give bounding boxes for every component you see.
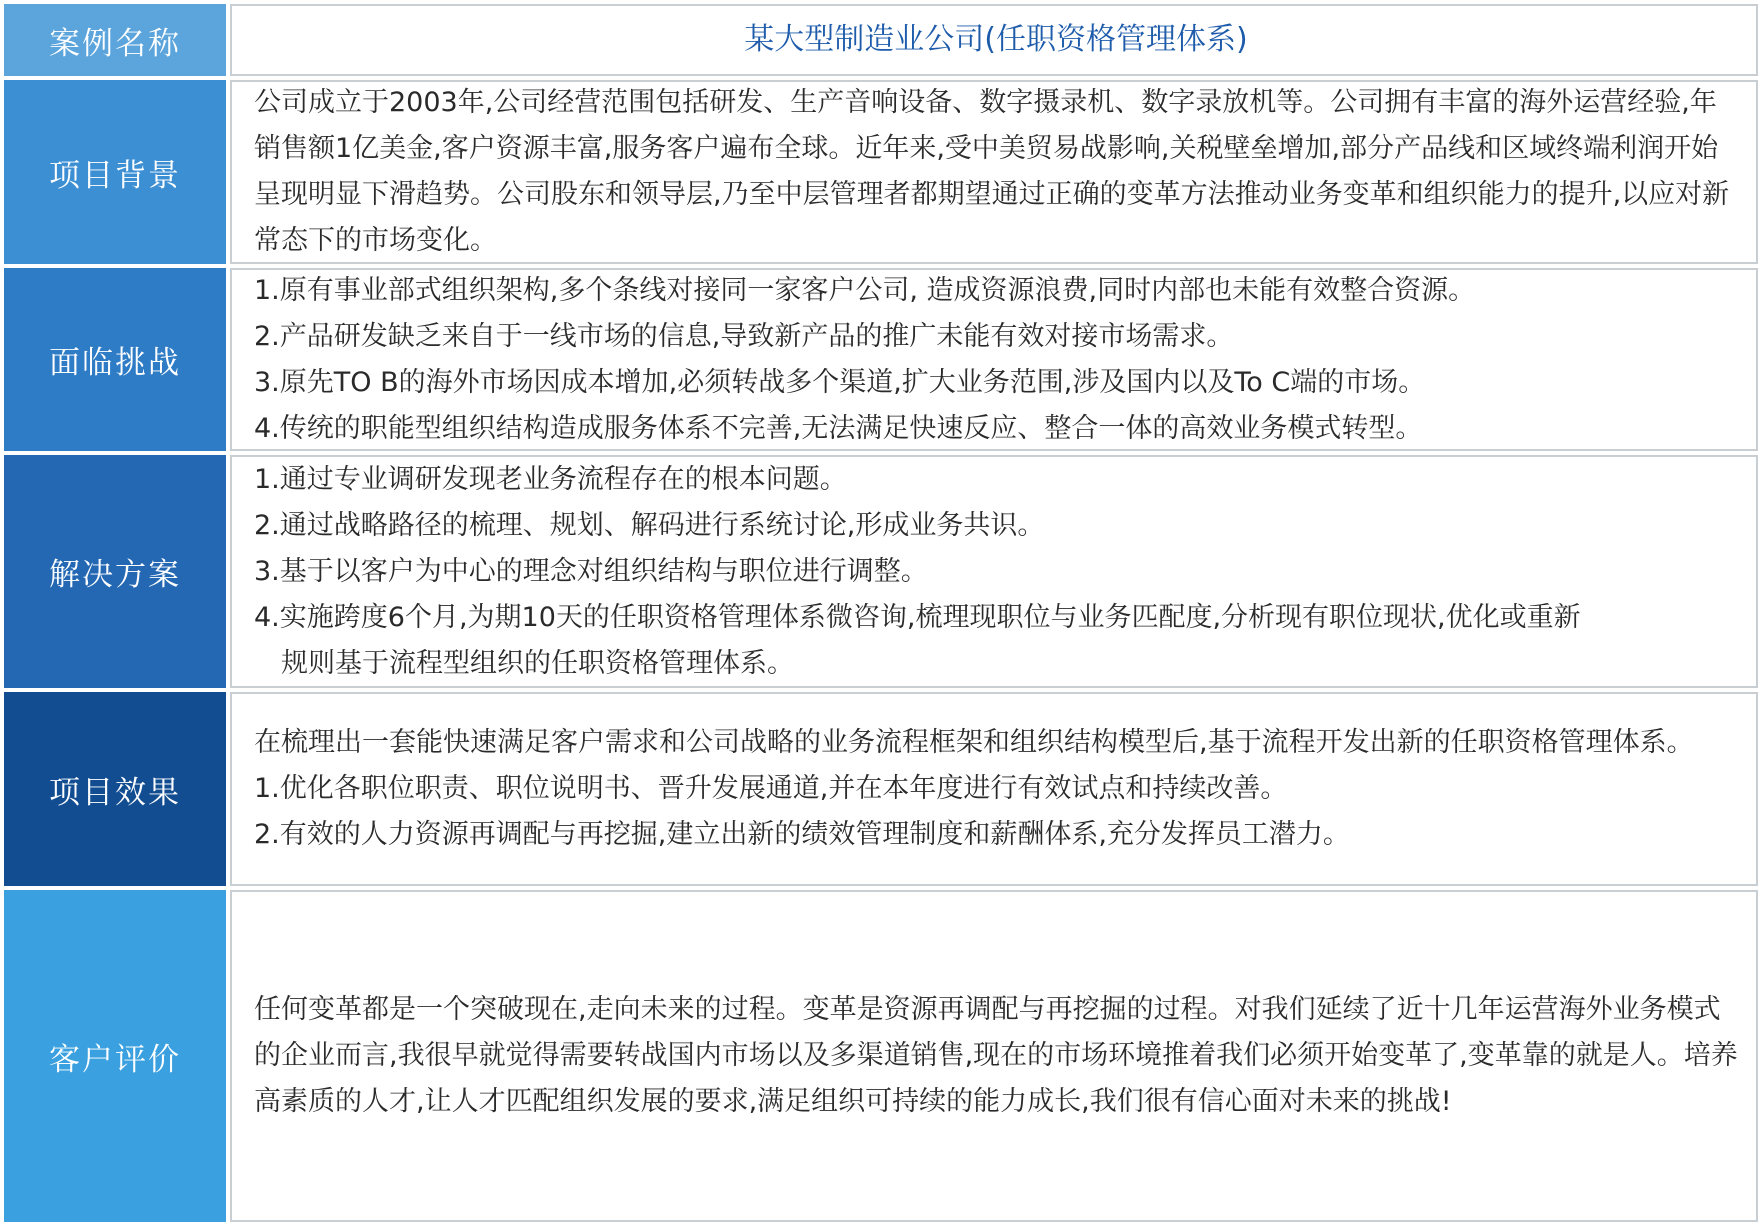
paragraph: 在梳理出一套能快速满足客户需求和公司战略的业务流程框架和组织结构模型后,基于流程开发出新的任职资格管理体系。 (254, 727, 1694, 758)
row-content-background (230, 80, 1758, 264)
case-table (4, 4, 1758, 1222)
table-row-background (4, 80, 1758, 264)
row-label-background: 项目背景 (4, 80, 226, 264)
table-row-solution (4, 455, 1758, 688)
list-item: 1.通过专业调研发现老业务流程存在的根本问题。 (254, 463, 847, 495)
row-content-results (230, 692, 1758, 886)
table-row-challenges (4, 268, 1758, 451)
list-item: 3.原先TO B的海外市场因成本增加,必须转战多个渠道,扩大业务范围,涉及国内以及To C端的市场。 (254, 366, 1426, 398)
list-item: 4.实施跨度6个月,为期10天的任职资格管理体系微咨询,梳理现职位与业务匹配度,分析现有职位现状,优化或重新 (254, 601, 1581, 633)
row-label-challenges: 面临挑战 (4, 268, 226, 451)
paragraph: 任何变革都是一个突破现在,走向未来的过程。变革是资源再调配与再挖掘的过程。对我们延续了近十几年运营海外业务模式的企业而言,我很早就觉得需要转战国内市场以及多渠道销售,现在的市场环境推着我们必须开始变革了,变革靠的就是人。培养高素质的人才,让人才匹配组织发展的要求,满足组织可持续的能力成长,我们很有信心面对未来的挑战! (254, 994, 1738, 1117)
list-item: 2.通过战略路径的梳理、规划、解码进行系统讨论,形成业务共识。 (254, 509, 1045, 541)
case-title: 某大型制造业公司(任职资格管理体系) (230, 4, 1758, 76)
list-item: 2.产品研发缺乏来自于一线市场的信息,导致新产品的推广未能有效对接市场需求。 (254, 320, 1234, 352)
row-content-challenges (230, 268, 1758, 451)
case-name-label: 案例名称 (4, 4, 226, 76)
row-content-review (230, 890, 1758, 1222)
header-row (4, 4, 1758, 76)
row-label-results: 项目效果 (4, 692, 226, 886)
list-item-continuation: 规则基于流程型组织的任职资格管理体系。 (281, 647, 794, 679)
table-row-results (4, 692, 1758, 886)
row-label-review: 客户评价 (4, 890, 226, 1222)
list-item: 4.传统的职能型组织结构造成服务体系不完善,无法满足快速反应、整合一体的高效业务模式转型。 (254, 412, 1423, 444)
row-content-solution (230, 455, 1758, 688)
list-item: 2.有效的人力资源再调配与再挖掘,建立出新的绩效管理制度和薪酬体系,充分发挥员工潜力。 (254, 819, 1350, 850)
list-item: 1.原有事业部式组织架构,多个条线对接同一家客户公司, 造成资源浪费,同时内部也未能有效整合资源。 (254, 274, 1476, 306)
paragraph: 公司成立于2003年,公司经营范围包括研发、生产音响设备、数字摄录机、数字录放机等。公司拥有丰富的海外运营经验,年销售额1亿美金,客户资源丰富,服务客户遍布全球。近年来,受中美贸易战影响,关税壁垒增加,部分产品线和区域终端利润开始呈现明显下滑趋势。公司股东和领导层,乃至中层管理者都期望通过正确的变革方法推动业务变革和组织能力的提升,以应对新常态下的市场变化。 (254, 87, 1730, 256)
list-item: 3.基于以客户为中心的理念对组织结构与职位进行调整。 (254, 555, 928, 587)
row-label-solution: 解决方案 (4, 455, 226, 688)
list-item: 1.优化各职位职责、职位说明书、晋升发展通道,并在本年度进行有效试点和持续改善。 (254, 773, 1288, 804)
table-row-review (4, 890, 1758, 1222)
